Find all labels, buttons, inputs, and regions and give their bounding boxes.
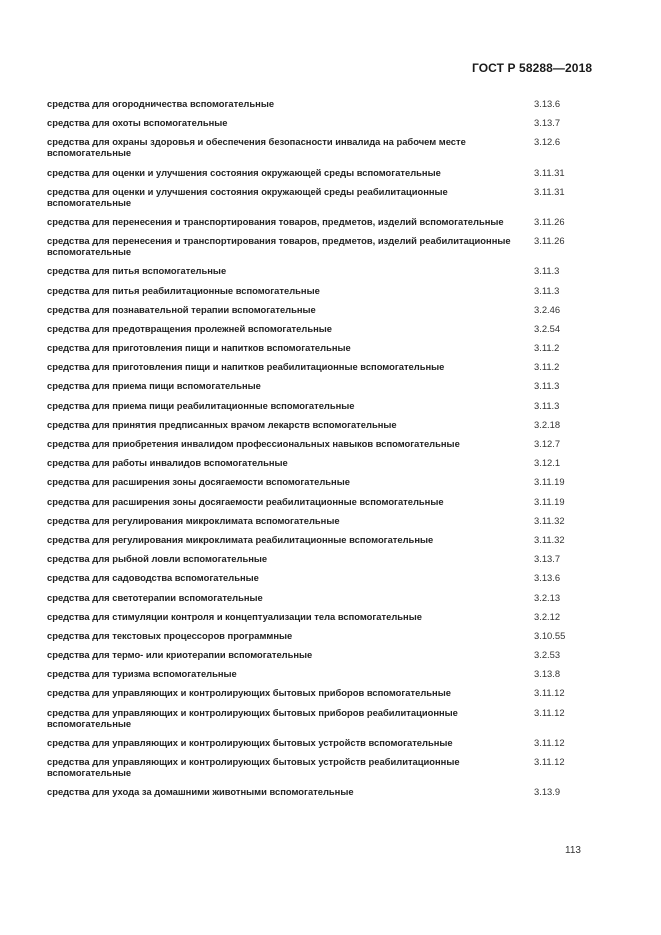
index-entry	[47, 668, 607, 687]
entry-reference: 3.2.46	[534, 303, 561, 315]
entry-term: средства для приема пищи вспомогательные	[47, 380, 261, 392]
entry-reference: 3.10.55	[534, 629, 566, 641]
index-list	[47, 98, 607, 805]
entry-term: средства для расширения зоны досягаемости вспомогательные	[47, 476, 350, 488]
index-entry	[47, 737, 607, 756]
index-entry	[47, 380, 607, 399]
entry-term: средства для приготовления пищи и напитков реабилитационные вспомогательные	[47, 361, 445, 373]
entry-reference: 3.2.13	[534, 591, 561, 603]
entry-term: средства для оценки и улучшения состояния окружающей среды вспомогательные	[47, 166, 441, 178]
index-entry	[47, 457, 607, 476]
entry-term: средства для охраны здоровья и обеспечения безопасности инвалида на рабочем месте вспомогательные	[47, 136, 466, 159]
entry-reference: 3.12.6	[534, 136, 561, 148]
entry-term: средства для приготовления пищи и напитков вспомогательные	[47, 342, 351, 354]
entry-term: средства для стимуляции контроля и концептуализации тела вспомогательные	[47, 610, 422, 622]
entry-reference: 3.11.32	[534, 514, 565, 526]
entry-term: средства для текстовых процессоров программные	[47, 629, 293, 641]
entry-reference: 3.11.19	[534, 495, 565, 507]
index-entry	[47, 285, 607, 304]
index-entry	[47, 304, 607, 323]
entry-term: средства для предотвращения пролежней вспомогательные	[47, 322, 332, 334]
entry-reference: 3.11.19	[534, 476, 565, 488]
index-entry	[47, 117, 607, 136]
entry-term: средства для туризма вспомогательные	[47, 668, 237, 680]
entry-reference: 3.11.3	[534, 284, 560, 296]
entry-reference: 3.12.7	[534, 438, 561, 449]
entry-term: средства для питья вспомогательные	[47, 265, 227, 277]
entry-reference: 3.11.31	[534, 185, 565, 197]
entry-reference: 3.11.2	[534, 361, 560, 373]
entry-term: средства для ухода за домашними животными вспомогательные	[47, 786, 354, 798]
entry-term: средства для садоводства вспомогательные	[47, 572, 259, 584]
entry-reference: 3.2.12	[534, 610, 561, 622]
document-header: ГОСТ Р 58288—2018	[472, 61, 593, 75]
entry-term: средства для светотерапии вспомогательные	[47, 591, 263, 603]
index-entry	[47, 186, 607, 216]
entry-reference: 3.13.9	[534, 786, 561, 798]
index-entry	[47, 687, 607, 706]
entry-reference: 3.13.7	[534, 553, 561, 565]
entry-reference: 3.11.3	[534, 380, 560, 392]
entry-term: средства для питья реабилитационные вспомогательные	[47, 284, 320, 296]
index-entry	[47, 534, 607, 553]
index-entry	[47, 630, 607, 649]
entry-reference: 3.13.6	[534, 98, 561, 109]
entry-term: средства для приобретения инвалидом профессиональных навыков вспомогательные	[47, 438, 460, 449]
index-entry	[47, 342, 607, 361]
entry-term: средства для управляющих и контролирующих бытовых устройств реабилитационные вспомогательные	[47, 756, 460, 778]
index-entry	[47, 323, 607, 342]
index-entry	[47, 611, 607, 630]
index-entry	[47, 400, 607, 419]
index-entry	[47, 419, 607, 438]
entry-term: средства для управляющих и контролирующих бытовых приборов вспомогательные	[47, 687, 451, 699]
entry-term: средства для познавательной терапии вспомогательные	[47, 303, 316, 315]
index-entry	[47, 592, 607, 611]
index-entry	[47, 167, 607, 186]
entry-term: средства для перенесения и транспортирования товаров, предметов, изделий вспомогательные	[47, 215, 504, 227]
entry-reference: 3.13.8	[534, 668, 561, 680]
entry-term: средства для работы инвалидов вспомогательные	[47, 457, 288, 469]
entry-reference: 3.12.1	[534, 457, 561, 469]
entry-reference: 3.2.18	[534, 418, 561, 430]
entry-term: средства для управляющих и контролирующих бытовых устройств вспомогательные	[47, 736, 453, 748]
entry-reference: 3.11.2	[534, 342, 560, 354]
entry-reference: 3.11.3	[534, 399, 560, 411]
entry-term: средства для расширения зоны досягаемости реабилитационные вспомогательные	[47, 495, 444, 507]
entry-term: средства для перенесения и транспортирования товаров, предметов, изделий реабилитационные вспомогательные	[47, 235, 511, 258]
entry-term: средства для регулирования микроклимата реабилитационные вспомогательные	[47, 533, 434, 545]
index-entry	[47, 707, 607, 737]
entry-term: средства для огородничества вспомогательные	[47, 98, 275, 109]
entry-term: средства для приема пищи реабилитационные вспомогательные	[47, 399, 355, 411]
entry-reference: 3.11.3	[534, 265, 560, 277]
entry-reference: 3.11.12	[534, 706, 565, 718]
index-entry	[47, 235, 607, 265]
index-entry	[47, 476, 607, 495]
index-entry	[47, 216, 607, 235]
entry-term: средства для регулирования микроклимата вспомогательные	[47, 514, 340, 526]
entry-term: средства для принятия предписанных врачом лекарств вспомогательные	[47, 418, 397, 430]
entry-reference: 3.11.12	[534, 687, 565, 699]
index-entry	[47, 572, 607, 591]
index-entry	[47, 361, 607, 380]
index-entry	[47, 553, 607, 572]
entry-term: средства для рыбной ловли вспомогательные	[47, 553, 268, 565]
page-number: 113	[565, 845, 581, 856]
index-entry	[47, 136, 607, 166]
entry-reference: 3.2.53	[534, 649, 561, 661]
entry-reference: 3.11.12	[534, 736, 565, 748]
index-entry	[47, 265, 607, 284]
entry-reference: 3.11.26	[534, 215, 565, 227]
index-entry	[47, 438, 607, 457]
entry-reference: 3.11.32	[534, 533, 565, 545]
index-entry	[47, 786, 607, 805]
index-entry	[47, 515, 607, 534]
entry-reference: 3.11.12	[534, 756, 565, 767]
entry-term: средства для термо- или криотерапии вспомогательные	[47, 649, 313, 661]
entry-reference: 3.2.54	[534, 322, 561, 334]
entry-reference: 3.13.7	[534, 117, 561, 129]
entry-term: средства для оценки и улучшения состояния окружающей среды реабилитационные вспомогательные	[47, 185, 448, 208]
entry-reference: 3.11.31	[534, 166, 565, 178]
entry-term: средства для охоты вспомогательные	[47, 117, 228, 129]
entry-reference: 3.11.26	[534, 235, 565, 247]
index-entry	[47, 496, 607, 515]
index-entry	[47, 756, 607, 786]
entry-term: средства для управляющих и контролирующих бытовых приборов реабилитационные вспомогательные	[47, 706, 458, 729]
index-entry	[47, 98, 607, 117]
entry-reference: 3.13.6	[534, 572, 561, 584]
index-entry	[47, 649, 607, 668]
